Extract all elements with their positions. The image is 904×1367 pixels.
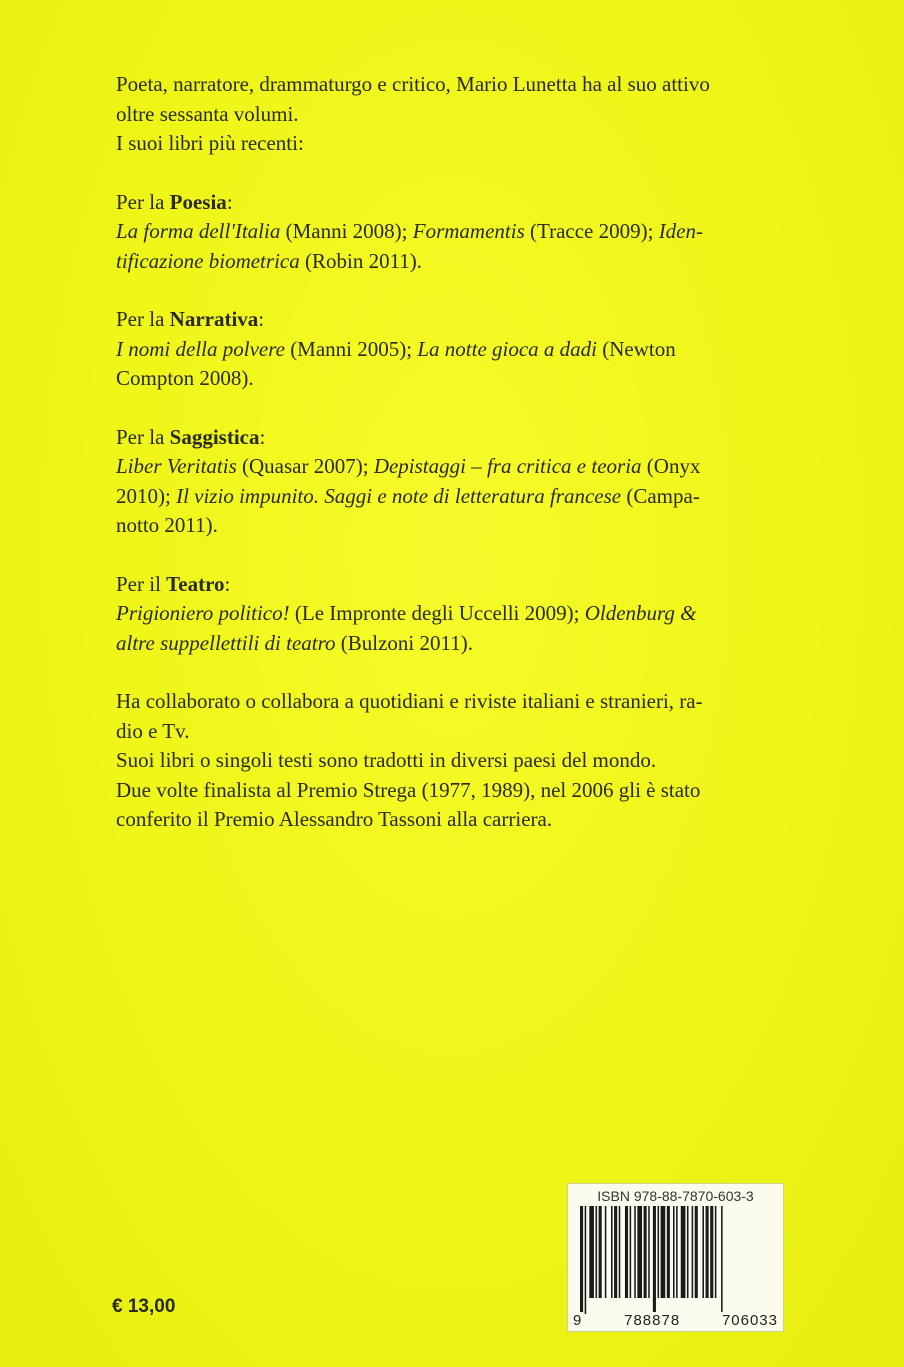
barcode-bar: [625, 1206, 628, 1298]
bio-line: dio e Tv.: [116, 718, 190, 743]
barcode-bar: [648, 1206, 650, 1298]
barcode-bar: [653, 1206, 656, 1314]
section-body-narrativa: I nomi della polvere (Manni 2005); La notte gioca a dadi (Newton: [116, 336, 676, 361]
barcode-bar: [673, 1206, 675, 1298]
section-heading-saggistica: Per la Saggistica:: [116, 424, 266, 449]
barcode-bar: [619, 1206, 621, 1298]
section-body-poesia: La forma dell'Italia (Manni 2008); Formamentis (Tracce 2009); Iden-: [116, 219, 703, 243]
section-body-saggistica: Liber Veritatis (Quasar 2007); Depistaggi – fra critica e teoria (Onyx: [116, 454, 701, 478]
barcode-bar: [706, 1206, 709, 1298]
isbn-label: ISBN 978-88-7870-603-3: [597, 1188, 754, 1204]
bio-line: conferito il Premio Alessandro Tassoni alla carriera.: [116, 807, 553, 831]
section-body-teatro: Prigioniero politico! (Le Impronte degli Uccelli 2009); Oldenburg &: [116, 601, 697, 625]
barcode-bar: [692, 1206, 694, 1298]
bio-line: Due volte finalista al Premio Strega (1977, 1989), nel 2006 gli è stato: [116, 777, 701, 802]
barcode-bar: [580, 1206, 583, 1314]
barcode-bar: [630, 1206, 632, 1298]
section-heading-teatro: Per il Teatro:: [116, 571, 231, 596]
barcode-bar: [721, 1206, 723, 1314]
section-heading-poesia: Per la Poesia:: [116, 189, 233, 214]
barcode-bar: [676, 1206, 678, 1298]
section-body-saggistica: 2010); Il vizio impunito. Saggi e note di letteratura francese (Campa-: [116, 483, 700, 508]
section-heading-narrativa: Per la Narrativa:: [116, 307, 265, 331]
barcode-bars: [576, 1206, 776, 1316]
barcode-digit-group: 788878: [624, 1312, 681, 1329]
bio-line: Ha collaborato o collabora a quotidiani e riviste italiani e stranieri, ra-: [116, 689, 703, 713]
barcode-bar: [596, 1206, 598, 1298]
intro-line: Poeta, narratore, drammaturgo e critico, Mario Lunetta ha al suo attivo: [116, 72, 710, 96]
barcode-bar: [585, 1206, 587, 1314]
barcode-bar: [715, 1206, 717, 1298]
barcode-digits: [572, 1312, 779, 1329]
barcode-bar: [667, 1206, 670, 1298]
barcode-bar: [605, 1206, 607, 1298]
barcode-bar: [702, 1206, 704, 1298]
barcode-bar: [658, 1206, 660, 1298]
section-body-narrativa: Compton 2008).: [116, 366, 254, 390]
barcode-bar: [589, 1206, 594, 1298]
isbn-barcode: [567, 1183, 784, 1332]
barcode-digit-first: 9: [573, 1312, 583, 1329]
barcode-bar: [614, 1206, 617, 1298]
barcode-bar: [661, 1206, 666, 1298]
barcode-bar: [681, 1206, 686, 1298]
author-bio-text: [116, 70, 788, 835]
barcode-bar: [637, 1206, 642, 1298]
section-body-poesia: tificazione biometrica (Robin 2011).: [116, 248, 423, 273]
barcode-digit-group: 706033: [721, 1312, 778, 1329]
barcode-bar: [611, 1206, 613, 1298]
bio-line: Suoi libri o singoli testi sono tradotti in diversi paesi del mondo.: [116, 748, 657, 772]
intro-line: I suoi libri più recenti:: [116, 131, 304, 155]
barcode-bar: [687, 1206, 689, 1298]
barcode-bar: [644, 1206, 647, 1298]
intro-line: oltre sessanta volumi.: [116, 101, 299, 126]
barcode-bar: [599, 1206, 602, 1298]
price-label: € 13,00: [112, 1296, 176, 1317]
section-body-teatro: altre suppellettili di teatro (Bulzoni 2011).: [116, 630, 473, 655]
barcode-bar: [634, 1206, 636, 1298]
barcode-bar: [710, 1206, 713, 1298]
barcode-bar: [695, 1206, 698, 1298]
section-body-saggistica: notto 2011).: [116, 513, 218, 537]
